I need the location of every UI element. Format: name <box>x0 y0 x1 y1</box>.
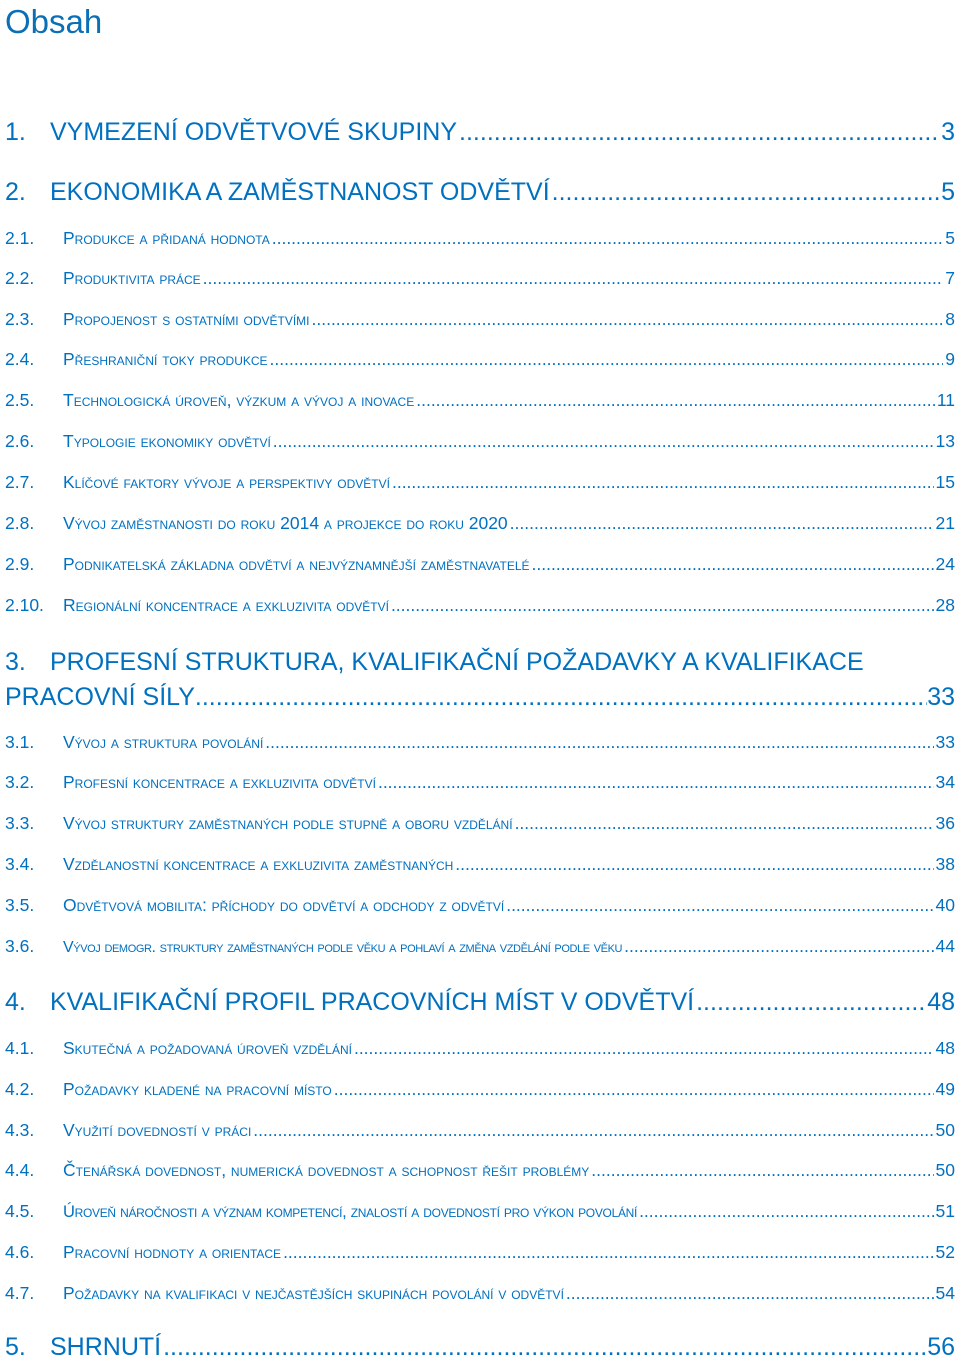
toc-leader-dots <box>334 1077 934 1101</box>
toc-leader-dots <box>510 511 934 535</box>
toc-entry-page: 50 <box>935 1120 955 1140</box>
toc-entry-page: 54 <box>935 1283 955 1303</box>
toc-entry-label: Produktivita práce <box>63 268 201 288</box>
toc-entry-label: Vývoj struktury zaměstnaných podle stupně a oboru vzdělání <box>63 813 513 833</box>
toc-leader-dots <box>696 986 925 1018</box>
toc-entry-label: Požadavky kladené na pracovní místo <box>63 1079 332 1099</box>
toc-entry[interactable] <box>5 852 955 876</box>
toc-entry-page: 33 <box>927 683 955 711</box>
toc-entry[interactable] <box>5 893 955 917</box>
toc-entry-label: Skutečná a požadovaná úroveň vzdělání <box>63 1038 352 1058</box>
toc-entry-page: 34 <box>935 772 955 792</box>
toc-entry-label: Typologie ekonomiky odvětví <box>63 431 271 451</box>
toc-leader-dots <box>273 429 934 453</box>
toc-entry-number: 2.10. <box>5 595 44 615</box>
toc-entry-number: 2.6. <box>5 431 35 451</box>
toc-entry-number: 4. <box>5 988 26 1016</box>
toc-entry-label: Produkce a přidaná hodnota <box>63 228 270 248</box>
toc-entry-number: 2.9. <box>5 554 35 574</box>
toc-entry-label: Vývoj demogr. struktury zaměstnaných podle věku a pohlaví a změna vzdělání podle věku <box>63 939 623 956</box>
toc-entry-number: 3.1. <box>5 732 35 752</box>
toc-entry-label: VYMEZENÍ ODVĚTVOVÉ SKUPINY <box>50 118 458 146</box>
toc-entry-number: 3. <box>5 648 26 676</box>
toc-entry-label: KVALIFIKAČNÍ PROFIL PRACOVNÍCH MÍST V ODVĚTVÍ <box>50 988 695 1016</box>
toc-leader-dots <box>624 934 933 958</box>
toc-leader-dots <box>272 226 944 250</box>
toc-entry-page: 7 <box>945 268 955 288</box>
toc-entry-page: 38 <box>935 854 955 874</box>
toc-entry[interactable] <box>5 429 955 453</box>
toc-entry-page: 33 <box>935 732 955 752</box>
toc-entry-label: Úroveň náročnosti a význam kompetencí, znalostí a dovedností pro výkon povolání <box>63 1203 638 1221</box>
toc-entry-number: 4.1. <box>5 1038 35 1058</box>
toc-leader-dots <box>532 552 934 576</box>
toc-leader-dots <box>163 1331 925 1363</box>
toc-entry[interactable] <box>5 730 955 754</box>
toc-entry-number: 2.3. <box>5 309 35 329</box>
toc-entry-number: 4.6. <box>5 1242 35 1262</box>
toc-entry[interactable] <box>5 1036 955 1060</box>
toc-entry-page: 52 <box>935 1242 955 1262</box>
toc-entry-number: 2.1. <box>5 228 35 248</box>
toc-entry-number: 2.8. <box>5 513 35 533</box>
toc-entry-page: 15 <box>935 472 955 492</box>
toc-entry[interactable] <box>5 1331 955 1363</box>
toc-leader-dots <box>253 1118 933 1142</box>
toc-entry-page: 44 <box>935 936 955 956</box>
toc-entry-page: 50 <box>935 1160 955 1180</box>
toc-entry-page: 9 <box>945 349 955 369</box>
toc-entry[interactable] <box>5 770 955 794</box>
toc-entry-page: 5 <box>941 178 955 206</box>
toc-leader-dots <box>283 1240 933 1264</box>
toc-entry-page: 11 <box>936 390 955 410</box>
toc-leader-dots <box>354 1036 934 1060</box>
toc-entry[interactable] <box>5 347 955 371</box>
toc-entry-label: Klíčové faktory vývoje a perspektivy odvětví <box>63 472 390 492</box>
toc-entry-label: Vývoj zaměstnanosti do roku 2014 a projekce do roku 2020 <box>63 513 508 533</box>
toc-entry-label: PROFESNÍ STRUKTURA, KVALIFIKAČNÍ POŽADAVKY A KVALIFIKACE <box>50 648 864 676</box>
toc-entry-label: Požadavky na kvalifikaci v nejčastějších skupinách povolání v odvětví <box>63 1283 564 1303</box>
toc-entry[interactable] <box>5 986 955 1018</box>
toc-entry-label: Regionální koncentrace a exkluzivita odvětví <box>63 595 389 615</box>
toc-entry-number: 4.3. <box>5 1120 35 1140</box>
toc-leader-dots <box>312 307 944 331</box>
toc-leader-dots <box>506 893 933 917</box>
toc-entry-number: 5. <box>5 1333 26 1361</box>
toc-entry-label: EKONOMIKA A ZAMĚSTNANOST ODVĚTVÍ <box>50 178 550 206</box>
toc-entry-label: SHRNUTÍ <box>50 1333 162 1361</box>
toc-entry[interactable] <box>5 1077 955 1101</box>
toc-entry-page: 51 <box>935 1201 955 1221</box>
toc-entry-page: 49 <box>935 1079 955 1099</box>
toc-leader-dots <box>270 347 944 371</box>
toc-entry[interactable] <box>5 934 955 958</box>
toc-entry-label: Technologická úroveň, výzkum a vývoj a inovace <box>63 390 415 410</box>
toc-leader-dots <box>203 266 944 290</box>
toc-leader-dots <box>591 1158 933 1182</box>
toc-entry-label: Čtenářská dovednost, numerická dovednost a schopnost řešit problémy <box>63 1160 590 1180</box>
toc-entry-number: 1. <box>5 118 26 146</box>
toc-entry-number: 3.5. <box>5 895 35 915</box>
toc-entry[interactable] <box>5 470 955 494</box>
toc-entry[interactable] <box>5 388 955 412</box>
toc-leader-dots <box>392 470 934 494</box>
toc-entry-page: 56 <box>927 1333 955 1361</box>
toc-entry-label: Profesní koncentrace a exkluzivita odvětví <box>63 772 376 792</box>
toc-entry[interactable] <box>5 307 955 331</box>
toc-leader-dots <box>639 1199 933 1223</box>
toc-entry-page: 48 <box>927 988 955 1016</box>
toc-entry[interactable] <box>5 1281 955 1305</box>
toc-entry[interactable] <box>5 1240 955 1264</box>
toc-entry-number: 3.4. <box>5 854 35 874</box>
toc-entry[interactable] <box>5 644 955 714</box>
toc-entry-number: 2. <box>5 178 26 206</box>
toc-entry-page: 40 <box>935 895 955 915</box>
toc-leader-dots <box>459 116 939 148</box>
toc-leader-dots <box>195 680 927 714</box>
toc-leader-dots <box>378 770 934 794</box>
toc-entry-number: 2.5. <box>5 390 35 410</box>
toc-leader-dots <box>265 730 933 754</box>
toc-entry-number: 3.2. <box>5 772 35 792</box>
toc-entry-page: 24 <box>935 554 955 574</box>
toc-entry[interactable] <box>5 266 955 290</box>
toc-entry[interactable] <box>5 176 955 208</box>
toc-entry-label: Vzdělanostní koncentrace a exkluzivita zaměstnaných <box>63 854 454 874</box>
toc-entry-label: Přeshraniční toky produkce <box>63 349 268 369</box>
toc-entry-page: 3 <box>941 118 955 146</box>
toc-leader-dots <box>416 388 935 412</box>
toc-entry[interactable] <box>5 1118 955 1142</box>
toc-entry-page: 48 <box>935 1038 955 1058</box>
toc-leader-dots <box>455 852 933 876</box>
toc-entry[interactable] <box>5 511 955 535</box>
toc-entry-label: Vývoj a struktura povolání <box>63 732 264 752</box>
toc-leader-dots <box>552 176 939 208</box>
toc-entry-number: 3.3. <box>5 813 35 833</box>
toc-entry-label: Propojenost s ostatními odvětvími <box>63 309 310 329</box>
toc-entry-number: 2.4. <box>5 349 35 369</box>
toc-entry-label: Pracovní hodnoty a orientace <box>63 1242 282 1262</box>
toc-entry[interactable] <box>5 811 955 835</box>
toc-entry[interactable] <box>5 1158 955 1182</box>
toc-entry-page: 36 <box>935 813 955 833</box>
toc-entry[interactable] <box>5 593 955 617</box>
toc-entry[interactable] <box>5 552 955 576</box>
toc-leader-dots <box>566 1281 934 1305</box>
toc-leader-dots <box>391 593 934 617</box>
toc-entry-number: 2.2. <box>5 268 35 288</box>
toc-entry-number: 4.5. <box>5 1201 35 1221</box>
toc-entry-page: 21 <box>935 513 955 533</box>
toc-entry-number: 3.6. <box>5 936 35 956</box>
page-title: Obsah <box>5 3 103 40</box>
toc-entry-number: 4.7. <box>5 1283 35 1303</box>
toc-entry-number: 2.7. <box>5 472 35 492</box>
toc-entry[interactable] <box>5 226 955 250</box>
toc-entry-page: 5 <box>945 228 955 248</box>
toc-entry-page: 28 <box>935 595 955 615</box>
toc-entry[interactable] <box>5 116 955 148</box>
toc-entry-label-continued: PRACOVNÍ SÍLY <box>5 683 195 711</box>
toc-leader-dots <box>515 811 934 835</box>
toc-entry-label: Odvětvová mobilita: příchody do odvětví a odchody z odvětví <box>63 895 505 915</box>
toc-entry-page: 8 <box>945 309 955 329</box>
toc-entry[interactable] <box>5 1199 955 1223</box>
toc-entry-page: 13 <box>935 431 955 451</box>
toc-entry-label: Využití dovedností v práci <box>63 1120 252 1140</box>
toc-entry-label: Podnikatelská základna odvětví a nejvýznamnější zaměstnavatelé <box>63 554 530 574</box>
toc-entry-number: 4.4. <box>5 1160 35 1180</box>
toc-entry-number: 4.2. <box>5 1079 35 1099</box>
